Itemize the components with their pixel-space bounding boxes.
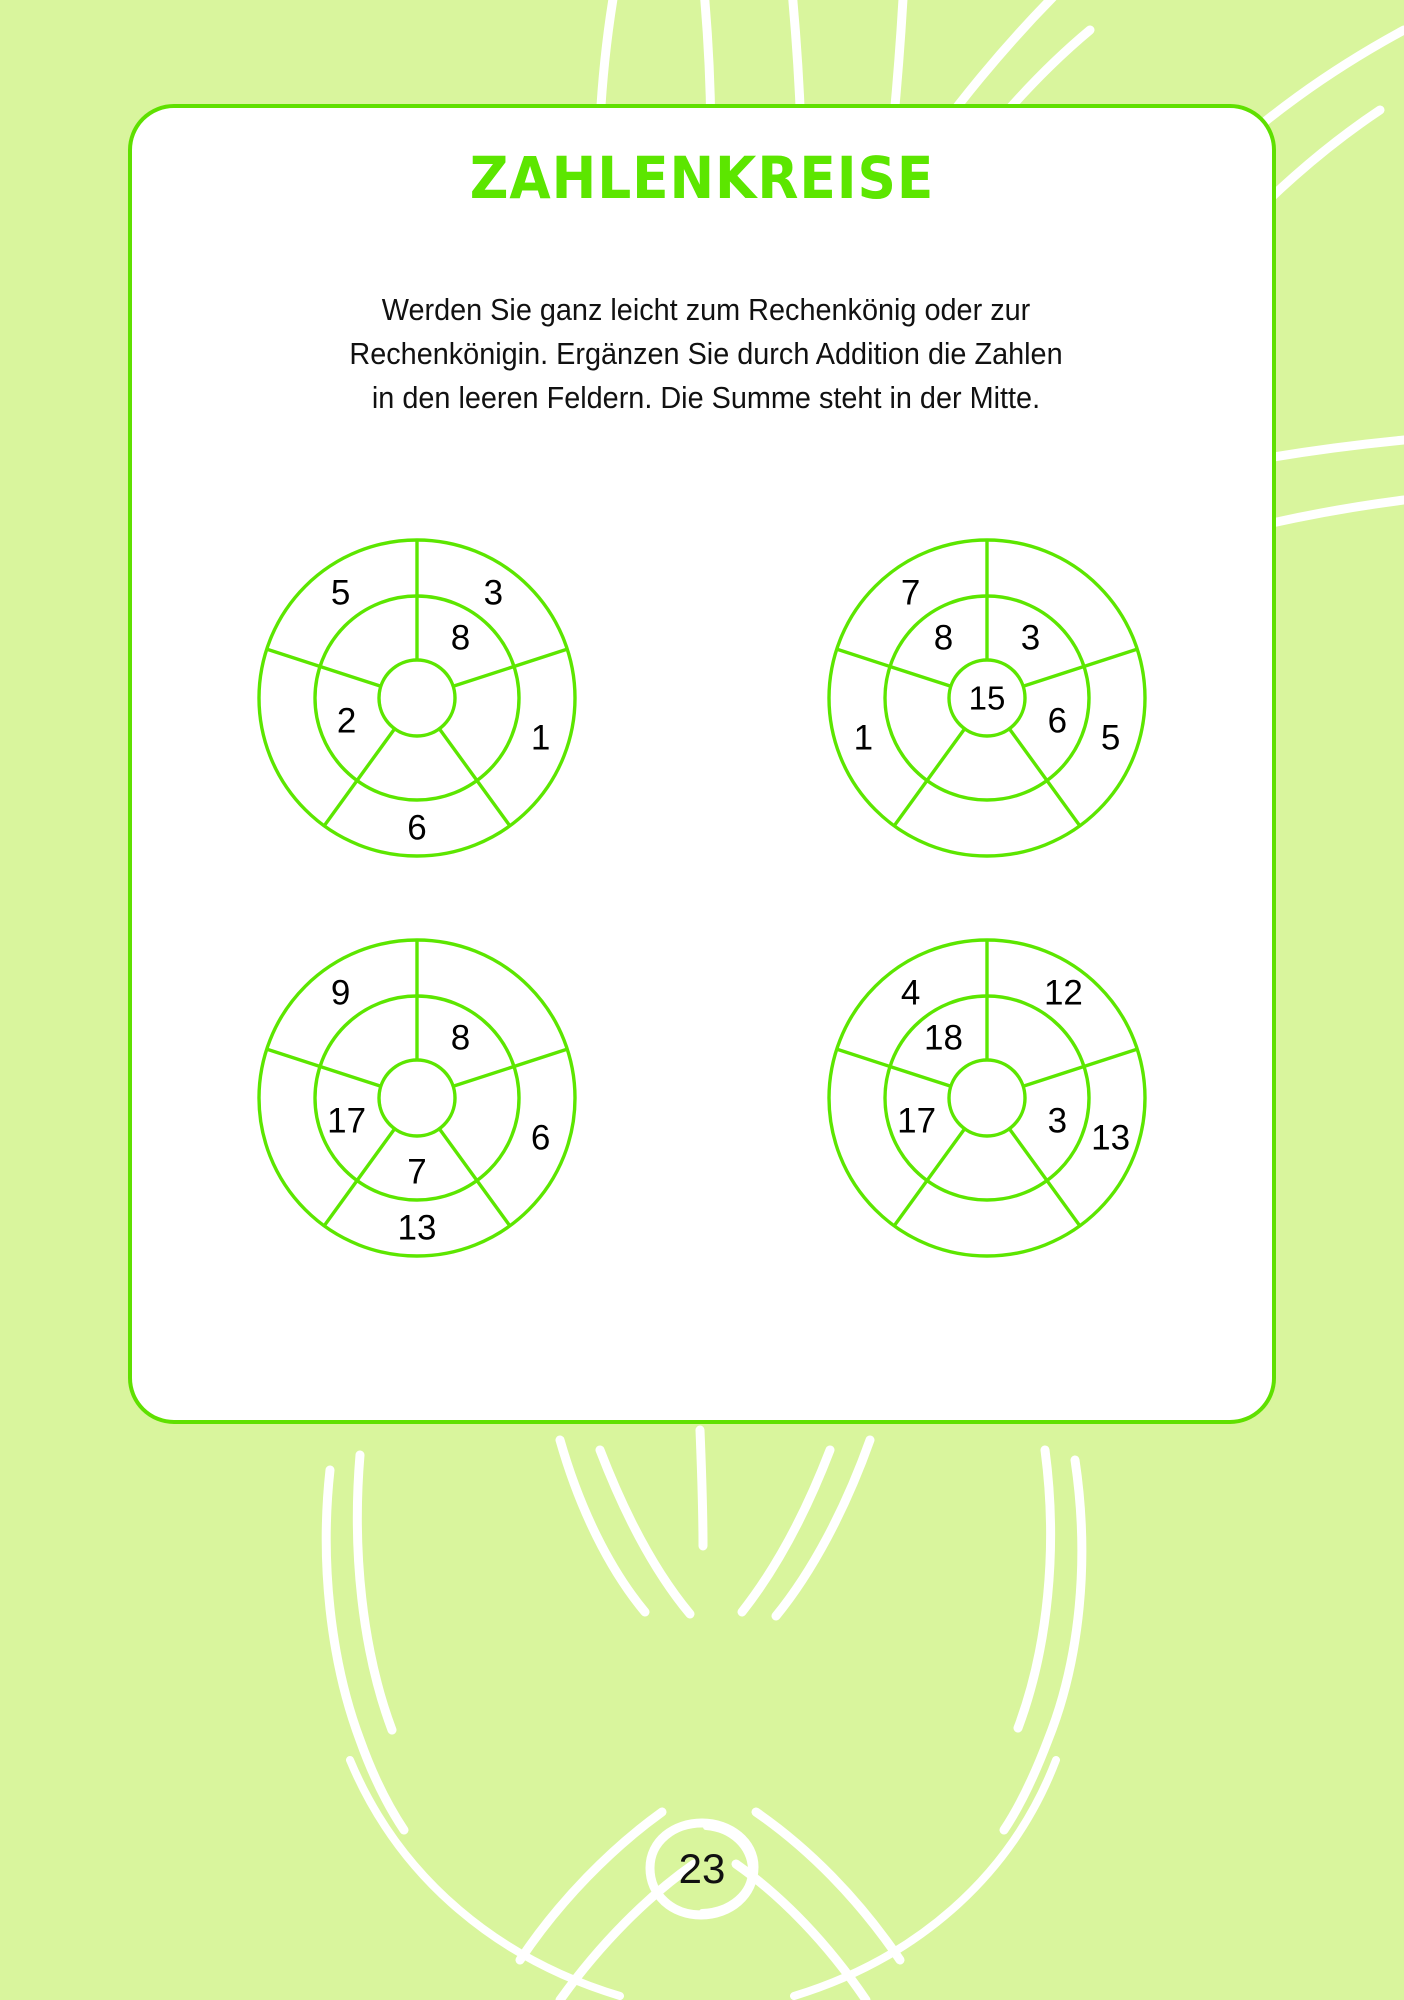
outer-cell-value: 5 [1100,718,1121,758]
outer-cell-value: 7 [900,573,921,613]
inner-cell-value: 7 [407,1152,427,1192]
worksheet-card [128,104,1276,1424]
page-title: ZAHLENKREISE [469,144,935,212]
puzzle-grid [132,498,1272,1298]
inner-cell-value: 3 [1047,1101,1068,1141]
instructions-text [261,288,1150,420]
instructions-line-3: in den leeren Feldern. Die Summe steht in der Mitte. [371,380,1041,415]
page-number-badge [644,1817,760,1921]
number-circle-puzzle[interactable] [252,933,582,1263]
page-number-label: 23 [678,1845,726,1892]
instructions-line-1: Werden Sie ganz leicht zum Rechenkönig oder zur [381,292,1031,327]
inner-cell-value: 8 [450,1018,471,1058]
inner-cell-value: 18 [924,1018,963,1058]
inner-cell-value: 17 [897,1101,937,1141]
outer-cell-value: 3 [483,573,504,613]
inner-cell-value: 8 [933,618,954,658]
inner-cell-value: 3 [1020,618,1041,658]
outer-cell-value: 9 [330,973,351,1013]
number-circle-graphic [822,933,1152,1263]
number-circle-puzzle[interactable] [252,533,582,863]
number-circle-puzzle[interactable] [822,933,1152,1263]
outer-cell-value: 4 [900,973,921,1013]
number-circle-puzzle[interactable] [822,533,1152,863]
inner-cell-value: 17 [327,1101,367,1141]
outer-cell-value: 13 [1091,1118,1131,1158]
inner-cell-value: 8 [450,618,471,658]
outer-cell-value: 6 [407,808,427,848]
outer-cell-value: 6 [530,1118,551,1158]
footer [0,1794,1404,1944]
outer-cell-value: 1 [530,718,551,758]
outer-cell-value: 1 [853,718,874,758]
center-sum-value: 15 [968,679,1006,717]
inner-cell-value: 6 [1047,701,1068,741]
outer-cell-value: 12 [1043,973,1083,1013]
inner-cell-value: 2 [336,701,357,741]
outer-cell-value: 13 [397,1208,437,1248]
instructions-line-2: Rechenkönigin. Ergänzen Sie durch Addition die Zahlen [349,336,1063,371]
outer-cell-value: 5 [330,573,351,613]
